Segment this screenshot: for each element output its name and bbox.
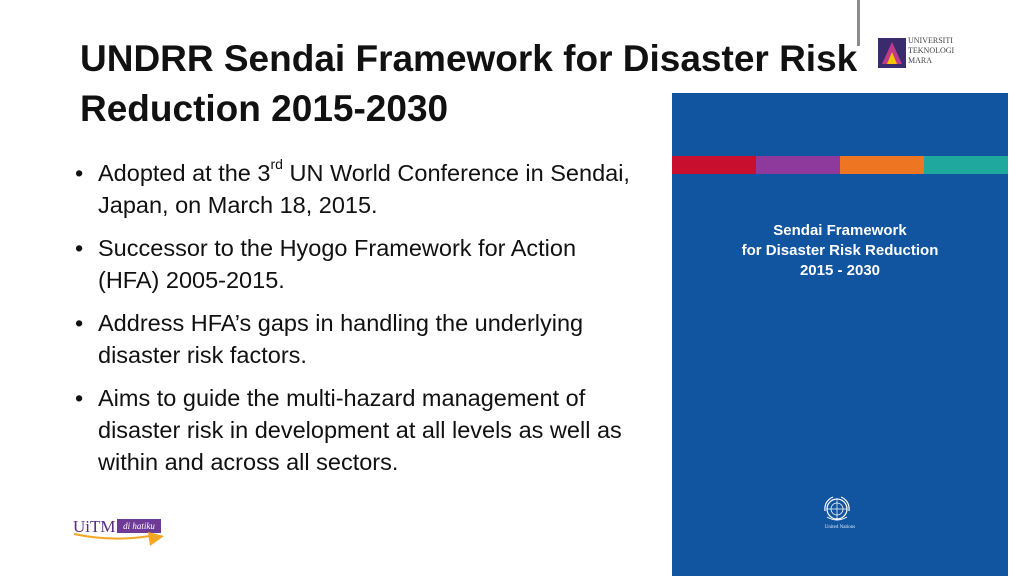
cover-title-line2: for Disaster Risk Reduction (741, 242, 939, 259)
sendai-report-cover (672, 93, 1008, 576)
bullet-item (75, 232, 635, 296)
cover-title-line3: 2015 - 2030 (799, 262, 881, 279)
cover-title-line1: Sendai Framework (773, 222, 907, 239)
bullet-dot: • (75, 235, 84, 261)
university-name-line3: MARA (908, 56, 933, 65)
bullet-item (75, 157, 635, 221)
cover-title (672, 221, 1008, 281)
un-emblem-icon (821, 493, 853, 525)
stripe-purple (756, 156, 840, 174)
bullet-dot: • (75, 385, 84, 411)
color-stripes (672, 156, 1008, 174)
bullet-dot: • (75, 160, 84, 186)
bullet-list (75, 157, 635, 489)
bullet-text: Successor to the Hyogo Framework for Action (HFA) 2005-2015. (98, 235, 577, 293)
swoosh-arrow-icon (72, 532, 167, 548)
bullet-item (75, 307, 635, 371)
stripe-red (672, 156, 756, 174)
university-name-line1: UNIVERSITI (908, 36, 953, 45)
stripe-teal (924, 156, 1008, 174)
stripe-orange (840, 156, 924, 174)
bullet-text: Address HFA’s gaps in handling the underlying disaster risk factors. (98, 310, 584, 368)
publisher-label: United Nations (824, 525, 856, 530)
bullet-text-pre: Adopted at the 3 (98, 160, 271, 186)
bullet-text: Aims to guide the multi-hazard management of disaster risk in development at all levels as well as within and across all sectors. (98, 385, 622, 475)
bullet-dot: • (75, 310, 84, 336)
ordinal-suffix: rd (270, 156, 283, 173)
uitm-di-hatiku-logo (72, 516, 167, 548)
bullet-item (75, 382, 635, 478)
slide-title: UNDRR Sendai Framework for Disaster Risk Reduction 2015-2030 (80, 38, 858, 129)
uitm-wordmark: UiTM (73, 517, 116, 536)
university-name-line2: TEKNOLOGI (908, 46, 955, 55)
uitm-tagline: di hatiku (117, 519, 161, 533)
bullet-text-post: UN World Conference in Sendai, Japan, on March 18, 2015. (98, 160, 630, 218)
